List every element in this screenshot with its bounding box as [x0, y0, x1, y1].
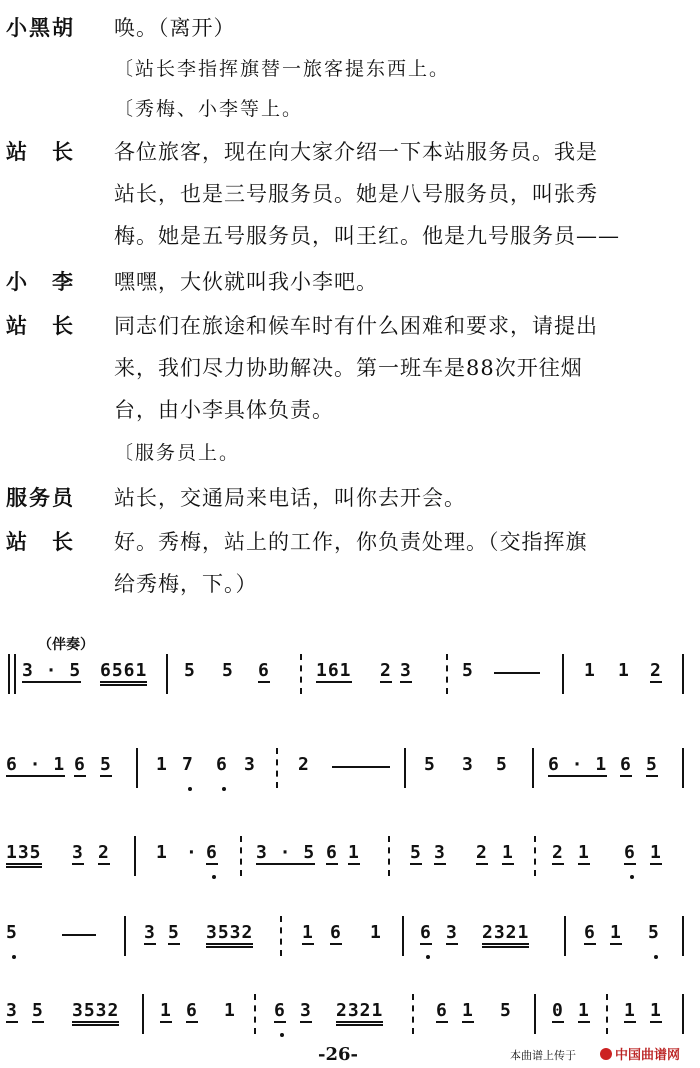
barline [404, 748, 406, 788]
note: 5 [168, 922, 180, 943]
barline [136, 748, 138, 788]
note: 2 [476, 842, 488, 863]
note: 6 [436, 1000, 448, 1021]
note: 3 [144, 922, 156, 943]
note: 5 [500, 1000, 512, 1021]
note: 6 [584, 922, 596, 943]
dialogue-text: 唤。（离开） [114, 16, 236, 40]
barline [532, 748, 534, 788]
note: 6 · 1 [6, 754, 66, 775]
note: 3 [434, 842, 446, 863]
note: 2 [380, 660, 392, 681]
stage-direction [0, 430, 700, 470]
dialogue-text: 给秀梅，下。） [114, 572, 258, 596]
barline [682, 748, 684, 788]
dialogue-line [0, 214, 700, 254]
octave-dot [222, 787, 226, 791]
note: 6 [624, 842, 636, 863]
score-system [0, 988, 700, 1048]
note: 5 [222, 660, 234, 681]
note: 1 [578, 842, 590, 863]
note-extension [62, 934, 96, 936]
note: 1 [370, 922, 382, 943]
dialogue-line [0, 304, 700, 344]
barline [534, 994, 536, 1034]
note: 1 [502, 842, 514, 863]
note: 5 [462, 660, 474, 681]
note: 2321 [482, 922, 529, 948]
note: 3 [72, 842, 84, 863]
note: 6 [330, 922, 342, 943]
note: 5 [410, 842, 422, 863]
barline [134, 836, 136, 876]
score-heading: （伴奏） [38, 637, 94, 653]
barline [124, 916, 126, 956]
note: 1 [348, 842, 360, 863]
barline [534, 836, 536, 876]
note: · [186, 842, 198, 863]
stage-direction [0, 46, 700, 86]
note: 3 · 5 [256, 842, 316, 863]
stage-direction-text: 〔站长李指挥旗替一旅客提东西上。 [114, 58, 451, 80]
dialogue-text: 梅。她是五号服务员，叫王红。他是九号服务员—— [114, 224, 620, 248]
note: 1 [578, 1000, 590, 1021]
speaker-name: 小黑胡 [6, 15, 75, 40]
dialogue-line [0, 260, 700, 300]
stage-direction-text: 〔服务员上。 [114, 442, 241, 464]
dialogue-text: 各位旅客，现在向大家介绍一下本站服务员。我是 [114, 140, 598, 164]
dialogue-line [0, 172, 700, 212]
note: 5 [424, 754, 436, 775]
note: 6 · 1 [548, 754, 608, 775]
logo-icon [600, 1048, 612, 1060]
note: 2 [650, 660, 662, 681]
site-logo-text: 中国曲谱网 [615, 1048, 681, 1063]
speaker-name: 站 长 [6, 139, 75, 164]
note: 2 [298, 754, 310, 775]
upload-note: 本曲谱上传于 [510, 1049, 576, 1062]
barline [276, 748, 278, 788]
dialogue-line [0, 520, 700, 560]
note: 0 [552, 1000, 564, 1021]
note: 3 [244, 754, 256, 775]
barline [166, 654, 168, 694]
site-logo [600, 1044, 680, 1063]
barline [254, 994, 256, 1034]
note: 2321 [336, 1000, 383, 1026]
dialogue-line [0, 476, 700, 516]
note: 1 [650, 842, 662, 863]
note: 3 · 5 [22, 660, 82, 681]
dialogue-line [0, 130, 700, 170]
barline [606, 994, 608, 1034]
stage-direction [0, 86, 700, 126]
note: 2 [552, 842, 564, 863]
score-system [0, 830, 700, 890]
barline [142, 994, 144, 1034]
barline [300, 654, 302, 694]
note: 5 [100, 754, 112, 775]
note: 6 [74, 754, 86, 775]
note: 1 [302, 922, 314, 943]
dialogue-text: 嘿嘿，大伙就叫我小李吧。 [114, 270, 378, 294]
note: 6561 [100, 660, 147, 686]
score-system [0, 910, 700, 970]
note: 3532 [72, 1000, 119, 1026]
note: 5 [6, 922, 18, 943]
barline [280, 916, 282, 956]
octave-dot [630, 875, 634, 879]
note: 161 [316, 660, 352, 681]
barline [446, 654, 448, 694]
barline [564, 916, 566, 956]
note: 3 [446, 922, 458, 943]
note: 3 [400, 660, 412, 681]
barline [388, 836, 390, 876]
repeat-barline [8, 654, 16, 694]
octave-dot [280, 1033, 284, 1037]
note: 3 [6, 1000, 18, 1021]
note: 5 [496, 754, 508, 775]
dialogue-text: 台，由小李具体负责。 [114, 398, 334, 422]
note: 6 [420, 922, 432, 943]
octave-dot [212, 875, 216, 879]
speaker-name: 小 李 [6, 269, 75, 294]
note: 3532 [206, 922, 253, 948]
note: 1 [650, 1000, 662, 1021]
octave-dot [426, 955, 430, 959]
note: 6 [326, 842, 338, 863]
dialogue-text: 来，我们尽力协助解决。第一班车是88次开往烟 [114, 356, 583, 380]
note: 1 [610, 922, 622, 943]
note: 1 [160, 1000, 172, 1021]
barline [402, 916, 404, 956]
note: 6 [216, 754, 228, 775]
barline [412, 994, 414, 1034]
note: 2 [98, 842, 110, 863]
barline [682, 994, 684, 1034]
note: 6 [258, 660, 270, 681]
octave-dot [654, 955, 658, 959]
speaker-name: 站 长 [6, 529, 75, 554]
score-system [0, 742, 700, 802]
stage-direction-text: 〔秀梅、小李等上。 [114, 98, 304, 120]
note: 1 [224, 1000, 236, 1021]
barline [682, 916, 684, 956]
note: 6 [274, 1000, 286, 1021]
octave-dot [12, 955, 16, 959]
dialogue-text: 站长，交通局来电话，叫你去开会。 [114, 486, 466, 510]
note: 5 [648, 922, 660, 943]
octave-dot [188, 787, 192, 791]
speaker-name: 站 长 [6, 313, 75, 338]
note: 7 [182, 754, 194, 775]
dialogue-text: 站长，也是三号服务员。她是八号服务员，叫张秀 [114, 182, 598, 206]
note: 1 [584, 660, 596, 681]
note: 1 [462, 1000, 474, 1021]
barline [562, 654, 564, 694]
note: 1 [156, 842, 168, 863]
note: 1 [624, 1000, 636, 1021]
note-extension [494, 672, 540, 674]
page-number: -26- [318, 1044, 358, 1065]
score-system [0, 648, 700, 708]
note: 6 [620, 754, 632, 775]
barline [682, 654, 684, 694]
note: 1 [618, 660, 630, 681]
dialogue-line [0, 562, 700, 602]
note: 1 [156, 754, 168, 775]
note: 6 [186, 1000, 198, 1021]
note: 135 [6, 842, 42, 868]
note: 5 [646, 754, 658, 775]
note: 3 [462, 754, 474, 775]
barline [240, 836, 242, 876]
note: 5 [32, 1000, 44, 1021]
note: 3 [300, 1000, 312, 1021]
note-extension [332, 766, 390, 768]
speaker-name: 服务员 [6, 485, 75, 510]
note: 6 [206, 842, 218, 863]
note: 5 [184, 660, 196, 681]
dialogue-line [0, 346, 700, 386]
dialogue-text: 同志们在旅途和候车时有什么困难和要求，请提出 [114, 314, 598, 338]
dialogue-text: 好。秀梅，站上的工作，你负责处理。（交指挥旗 [114, 530, 588, 554]
dialogue-line [0, 6, 700, 46]
dialogue-line [0, 388, 700, 428]
